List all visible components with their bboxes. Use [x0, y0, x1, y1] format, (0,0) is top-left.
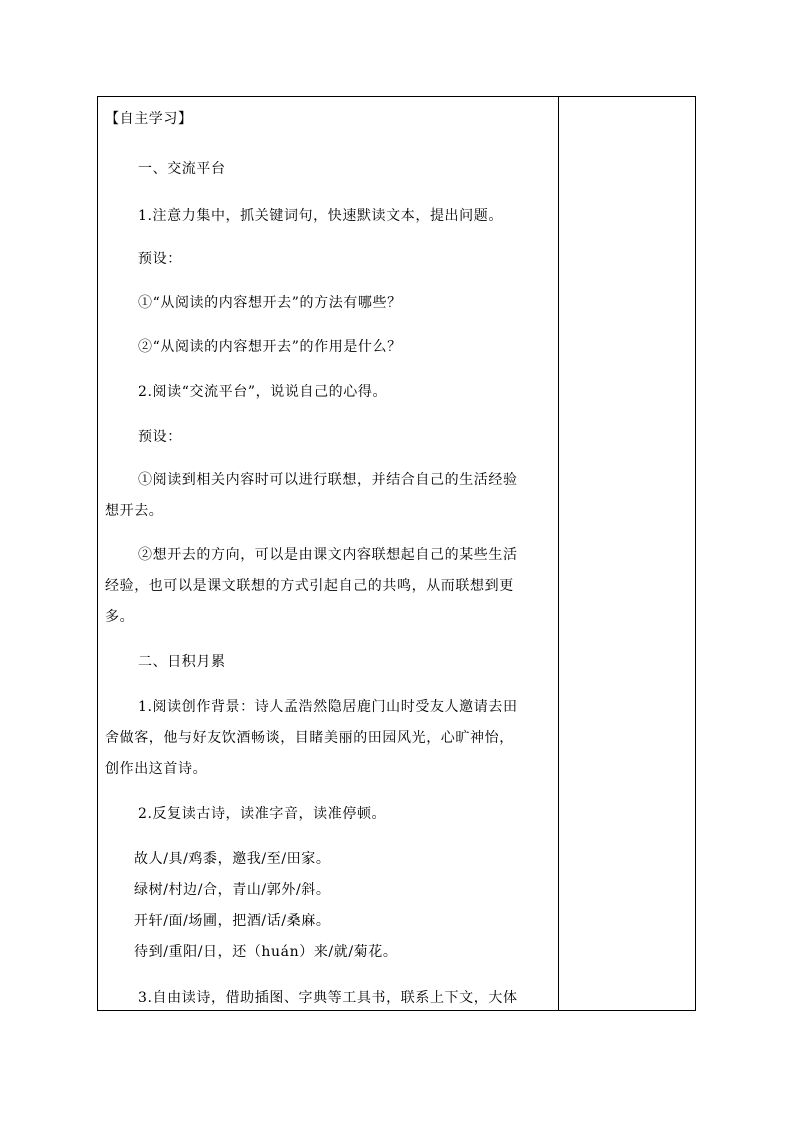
poem-line-3: 开轩/面/场圃，把酒/话/桑麻。 — [134, 913, 331, 929]
question-1: 1.注意力集中，抓关键词句，快速默读文本，提出问题。 — [138, 208, 503, 224]
background-line-1: 1.阅读创作背景：诗人孟浩然隐居鹿门山时受友人邀请去田 — [138, 699, 518, 715]
question-2: 2.阅读“交流平台”，说说自己的心得。 — [138, 384, 388, 400]
answer-2-line-3: 多。 — [105, 609, 135, 625]
poem-line-2: 绿树/村边/合，青山/郭外/斜。 — [134, 882, 331, 898]
preset-question-b: ②“从阅读的内容想开去”的作用是什么？ — [138, 339, 402, 355]
preset-label-2: 预设： — [138, 429, 182, 445]
column-divider — [558, 97, 559, 1010]
answer-1-line-1: ①阅读到相关内容时可以进行联想，并结合自己的生活经验 — [138, 472, 518, 488]
section-title: 【自主学习】 — [105, 111, 193, 127]
poem-line-1: 故人/具/鸡黍，邀我/至/田家。 — [134, 851, 331, 867]
poem-line-4: 待到/重阳/日，还（huán）来/就/菊花。 — [134, 944, 398, 960]
preset-question-a: ①“从阅读的内容想开去”的方法有哪些？ — [138, 295, 402, 311]
answer-2-line-1: ②想开去的方向，可以是由课文内容联想起自己的某些生活 — [138, 547, 518, 563]
answer-1-line-2: 想开去。 — [105, 503, 164, 519]
background-line-2: 舍做客，他与好友饮酒畅谈，目睹美丽的田园风光，心旷神怡， — [105, 730, 514, 746]
preset-label-1: 预设： — [138, 251, 182, 267]
content-cell — [98, 97, 558, 1010]
answer-2-line-2: 经验，也可以是课文联想的方式引起自己的共鸣，从而联想到更 — [105, 578, 514, 594]
reading-instruction: 2.反复读古诗，读准字音，读准停顿。 — [138, 806, 387, 822]
free-reading-instruction: 3.自由读诗，借助插图、字典等工具书，联系上下文，大体 — [138, 990, 518, 1006]
heading-daily-accumulation: 二、日积月累 — [138, 654, 226, 670]
background-line-3: 创作出这首诗。 — [105, 761, 208, 777]
lesson-table — [97, 96, 696, 1011]
heading-exchange-platform: 一、交流平台 — [138, 161, 226, 177]
